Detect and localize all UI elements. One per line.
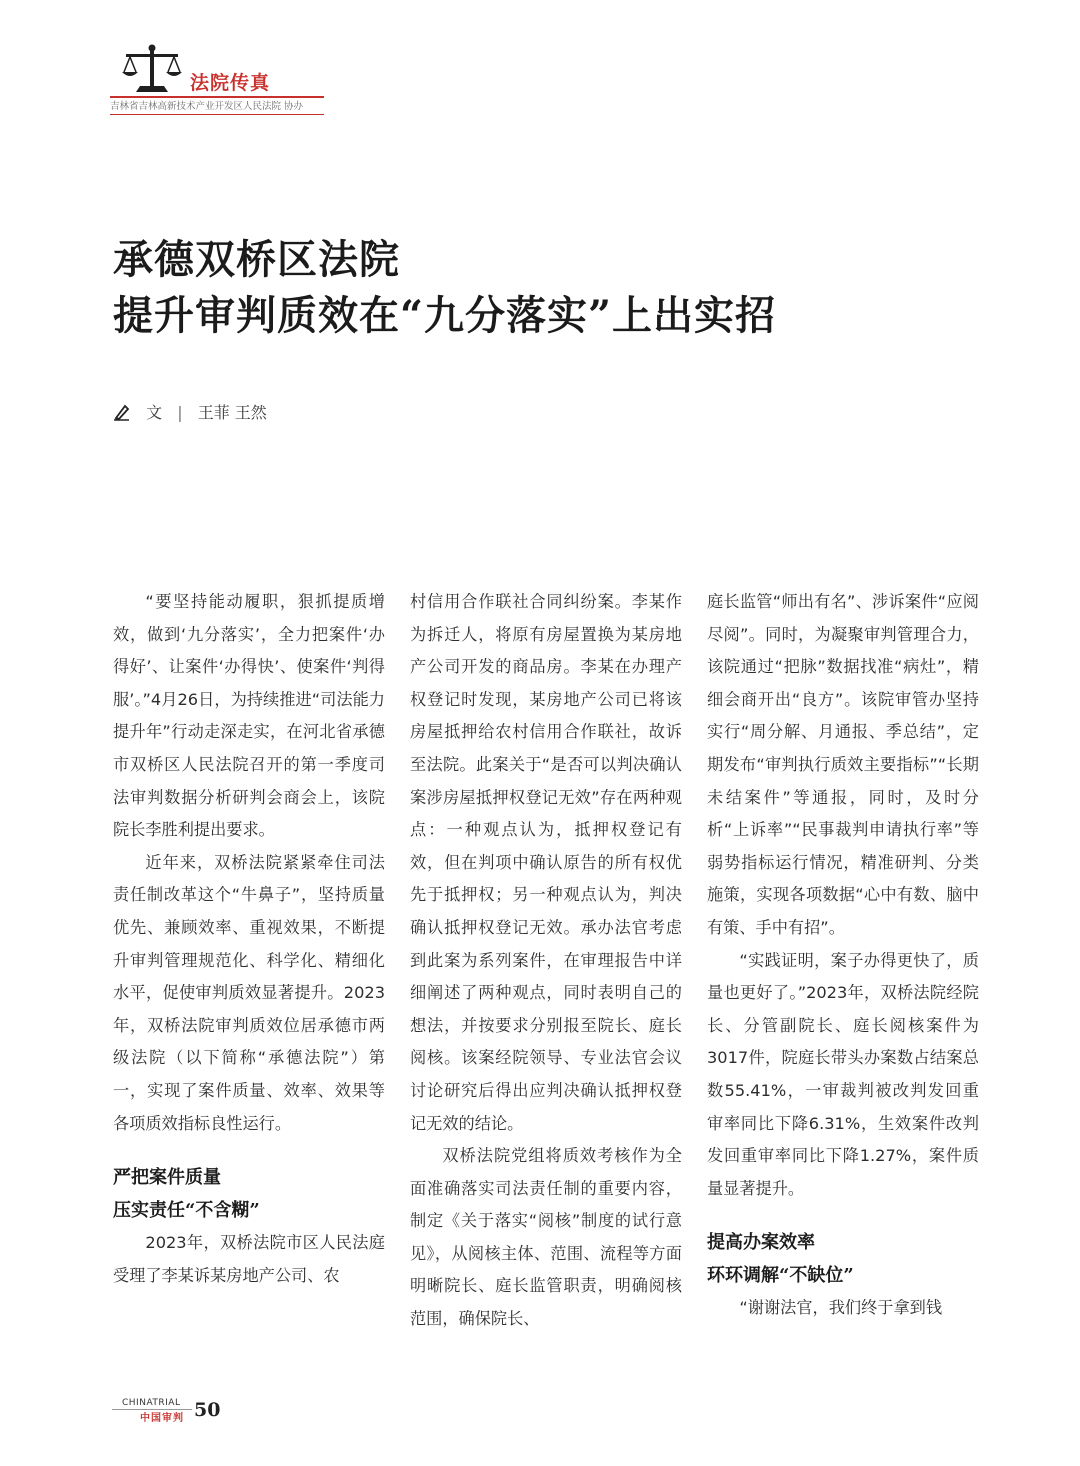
byline-separator: | <box>177 403 183 422</box>
header-rule-bottom <box>110 114 324 115</box>
subheading-line: 压实责任“不含糊” <box>113 1199 260 1221</box>
paragraph: 村信用合作联社合同纠纷案。李某作为拆迁人，将原有房屋置换为某房地产公司开发的商品房。李某在办理产权登记时发现，某房地产公司已将该房屋抵押给农村信用合作联社，故诉至法院。此案关于“是否可以判决确认案涉房屋抵押权登记无效”存在两种观点：一种观点认为，抵押权登记有效，但在判项中确认原告的所有权优先于抵押权；另一种观点认为，判决确认抵押权登记无效。承办法官考虑到此案为系列案件，在审理报告中详细阐述了两种观点，同时表明自己的想法，并按要求分别报至院长、庭长阅核。该案经院领导、专业法官会议讨论研究后得出应判决确认抵押权登记无效的结论。 <box>410 592 682 1133</box>
paragraph: 庭长监管“师出有名”、涉诉案件“应阅尽阅”。同时，为凝聚审判管理合力，该院通过“把脉”数据找准“病灶”，精细会商开出“良方”。该院审管办坚持实行“周分解、月通报、季总结”，定期发布“审判执行质效主要指标”“长期未结案件”等通报，同时，及时分析“上诉率”“民事裁判申请执行率”等弱势指标运行情况，精准研判、分类施策，实现各项数据“心中有数、脑中有策、手中有招”。 <box>707 592 979 937</box>
body-column-2 <box>410 586 682 1336</box>
title-line-2: 提升审判质效在“九分落实”上出实招 <box>113 292 777 339</box>
subheading-2 <box>707 1227 979 1292</box>
paragraph: 双桥法院党组将质效考核作为全面准确落实司法责任制的重要内容，制定《关于落实“阅核”制度的试行意见》，从阅核主体、范围、流程等方面明晰院长、庭长监管职责，明确阅核范围，确保院长、 <box>410 1146 682 1329</box>
subheading-line: 严把案件质量 <box>113 1167 221 1189</box>
section-header <box>110 40 330 120</box>
page-number: 50 <box>194 1399 221 1421</box>
scales-of-justice-icon <box>120 42 184 94</box>
brand-logo-cn: 中国审判 <box>140 1413 184 1424</box>
subheading-line: 环环调解“不缺位” <box>707 1264 854 1286</box>
subheading-1 <box>113 1162 385 1227</box>
section-name: 法院传真 <box>190 72 271 94</box>
paragraph: 近年来，双桥法院紧紧牵住司法责任制改革这个“牛鼻子”，坚持质量优先、兼顾效率、重视效果，不断提升审判管理规范化、科学化、精细化水平，促使审判质效显著提升。2023年，双桥法院审判质效位居承德市两级法院（以下简称“承德法院”）第一，实现了案件质量、效率、效果等各项质效指标良性运行。 <box>113 852 385 1133</box>
paragraph: “谢谢法官，我们终于拿到钱 <box>739 1298 943 1318</box>
body-column-3 <box>707 586 979 1325</box>
byline <box>113 400 267 423</box>
byline-authors: 王菲 王然 <box>197 403 267 422</box>
paragraph: “要坚持能动履职，狠抓提质增效，做到‘九分落实’，全力把案件‘办得好’、让案件‘办得快’、使案件‘判得服’。”4月26日，为持续推进“司法能力提升年”行动走深走实，在河北省承德市双桥区人民法院召开的第一季度司法审判数据分析研判会商会上，该院院长李胜利提出要求。 <box>113 592 385 840</box>
article-title <box>113 232 776 344</box>
subheading-line: 提高办案效率 <box>707 1232 815 1254</box>
paragraph: “实践证明，案子办得更快了，质量也更好了。”2023年，双桥法院经院长、分管副院长、庭长阅核案件为3017件，院庭长带头办案数占结案总数55.41%，一审裁判被改判发回重审率同比下降6.31%，生效案件改判发回重审率同比下降1.27%，案件质量显著提升。 <box>707 950 979 1198</box>
byline-label: 文 <box>146 403 163 422</box>
body-column-1 <box>113 586 385 1292</box>
paragraph: 2023年，双桥法院市区人民法庭受理了李某诉某房地产公司、农 <box>113 1233 385 1285</box>
brand-logo-en: CHINATRIAL <box>122 1398 181 1408</box>
header-subtitle: 吉林省吉林高新技术产业开发区人民法院 协办 <box>110 101 304 112</box>
pen-icon <box>113 403 131 421</box>
page-footer <box>112 1396 252 1426</box>
title-line-1: 承德双桥区法院 <box>113 236 400 283</box>
